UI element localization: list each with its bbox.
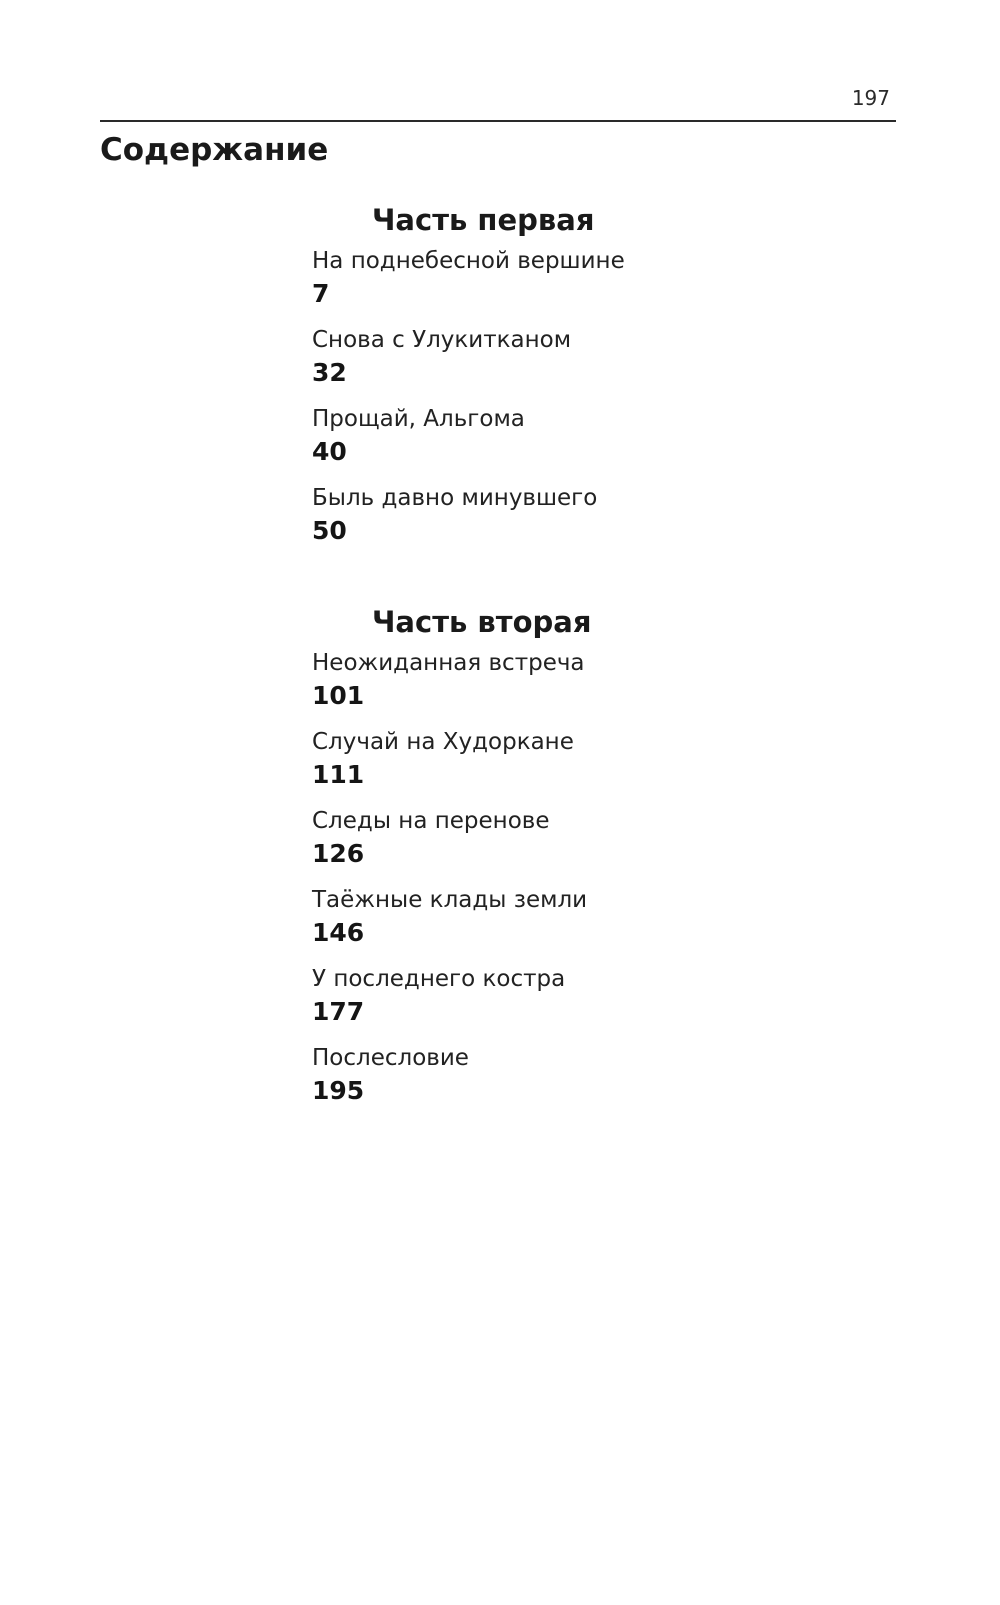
entry-page-number: 126 (312, 839, 365, 868)
table-of-contents (312, 196, 812, 1120)
entry-title: На поднебесной вершине (312, 248, 625, 274)
header-rule (100, 120, 896, 122)
entry-page-number: 32 (312, 358, 347, 387)
toc-entry[interactable] (312, 323, 812, 402)
toc-title: Содержание (100, 132, 329, 168)
toc-entry[interactable] (312, 962, 812, 1041)
entry-title: Таёжные клады земли (312, 887, 588, 913)
entry-title: Быль давно минувшего (312, 485, 598, 511)
entry-page-number: 146 (312, 918, 365, 947)
entry-title: Послесловие (312, 1045, 469, 1071)
entry-title: Снова с Улукитканом (312, 327, 572, 353)
entry-page-number: 7 (312, 279, 330, 308)
page-number: 197 (851, 86, 890, 110)
entry-page-number: 195 (312, 1076, 365, 1105)
part-one (312, 196, 812, 560)
entry-page-number: 101 (312, 681, 365, 710)
toc-entry[interactable] (312, 481, 812, 560)
toc-entry[interactable] (312, 646, 812, 725)
entry-page-number: 40 (312, 437, 347, 466)
part-two (312, 598, 812, 1120)
toc-entry[interactable] (312, 883, 812, 962)
part-heading: Часть вторая (372, 605, 592, 639)
entry-page-number: 111 (312, 760, 365, 789)
entry-title: Случай на Худоркане (312, 729, 574, 755)
toc-entry[interactable] (312, 804, 812, 883)
entry-page-number: 177 (312, 997, 365, 1026)
part-heading: Часть первая (372, 203, 595, 237)
entry-page-number: 50 (312, 516, 347, 545)
toc-entry[interactable] (312, 1041, 812, 1120)
entry-title: Прощай, Альгома (312, 406, 525, 432)
toc-entry[interactable] (312, 725, 812, 804)
toc-entry[interactable] (312, 244, 812, 323)
entry-title: Неожиданная встреча (312, 650, 585, 676)
entry-title: У последнего костра (312, 966, 566, 992)
entry-title: Следы на перенове (312, 808, 550, 834)
toc-entry[interactable] (312, 402, 812, 481)
